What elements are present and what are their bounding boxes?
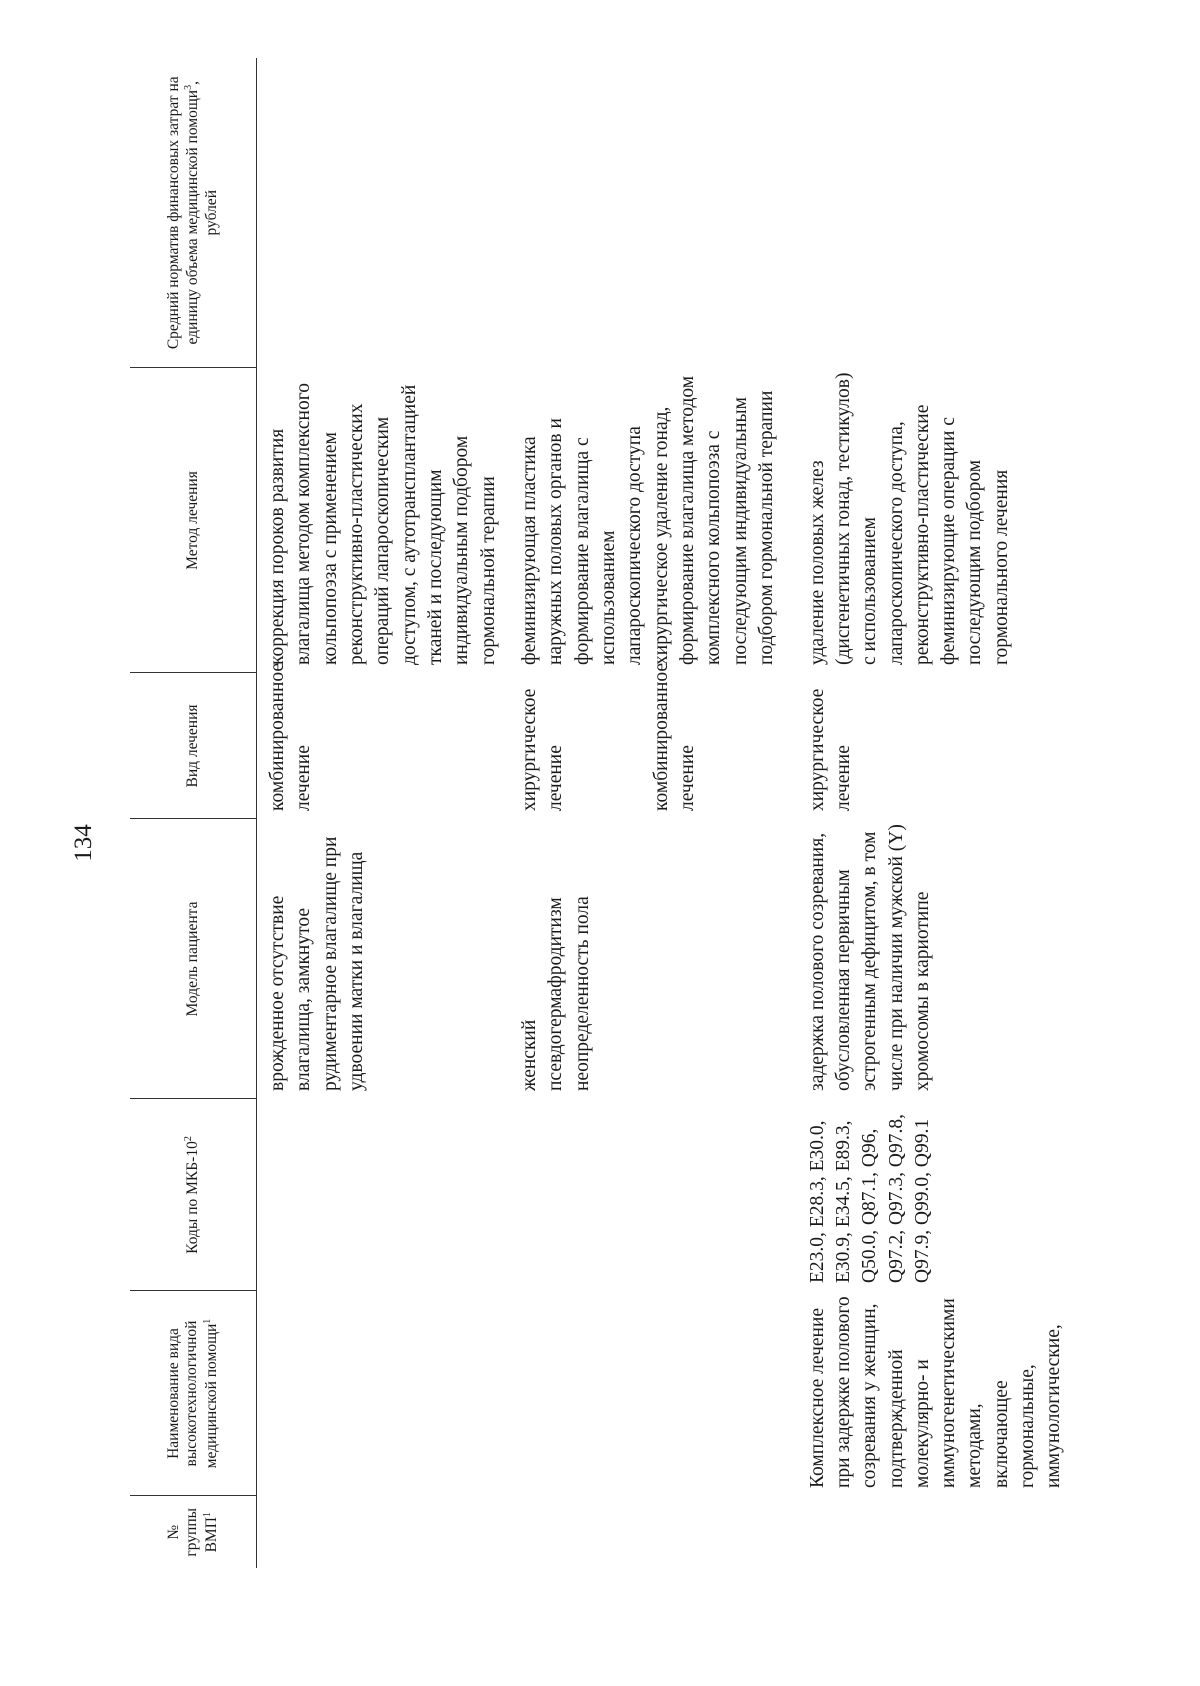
cell-icd-codes: [649, 1099, 805, 1291]
cell-cost: [805, 58, 1068, 368]
cell-icd-codes: [265, 1099, 517, 1291]
cell-patient-model: врожденное отсутствие влагалища, замкнутое рудиментарное влагалище при удвоении матки и влагалища: [267, 836, 367, 1091]
cell-treatment-type: комбинированное лечение: [267, 662, 315, 811]
cell-treatment-type: комбинированное лечение: [650, 662, 698, 811]
cell-patient-model: задержка полового созревания, обусловленная первичным эстрогенным дефицитом, в том числе при наличии мужской (Y) хромосомы в кариотипе: [806, 824, 933, 1091]
header-patient-model: Модель пациента: [130, 819, 257, 1099]
table-row: [517, 58, 649, 1568]
cell-cost: [649, 58, 805, 368]
table-row: [805, 58, 1068, 1568]
cell-icd-codes: [517, 1099, 649, 1291]
cell-group-no: [805, 1496, 1068, 1568]
header-group-no: № группы ВМП$^1$: [130, 1496, 257, 1568]
cell-cost: [265, 58, 517, 368]
header-icd-codes: Коды по МКБ-$10^2$: [130, 1099, 257, 1291]
table-row: [649, 58, 805, 1568]
cell-care-name: Комплексное лечение при задержке полового созревания у женщин, подтвержденной молекулярно- и иммуногенетическими методами, включающее гормональные, иммунологические,: [806, 1296, 1065, 1488]
cell-cost: [517, 58, 649, 368]
cell-care-name: [265, 1291, 517, 1496]
vmp-table: [130, 58, 1068, 1568]
header-cost-norm: Средний норматив финансовых затрат на единицу объема медицинской помощи$^3$, рублей: [130, 58, 257, 368]
cell-treatment-type: хирургическое лечение: [519, 688, 567, 811]
header-treatment-type: Вид лечения: [130, 673, 257, 819]
cell-treatment-method: хирургическое удаление гонад, формирование влагалища методом комплексного кольпопоэза с последующим индивидуальным подбором гормональной терапии: [650, 375, 777, 665]
page-number: 134: [70, 824, 97, 862]
cell-patient-model: женский псевдогермафродитизм неопределенность пола: [519, 896, 593, 1091]
header-treatment-method: Метод лечения: [130, 368, 257, 673]
header-care-name: Наименование вида высокотехнологичной медицинской помощи$^1$: [130, 1291, 257, 1496]
cell-treatment-method: коррекция пороков развития влагалища методом комплексного кольпопоэза с применением реконструктивно-пластических операций лапароскопическим доступом, с аутотрансплантацией тканей и последующим индивидуальным подбором гормональной терапии: [267, 383, 499, 665]
cell-patient-model: [649, 819, 805, 1099]
cell-group-no: [265, 1496, 517, 1568]
cell-icd-codes: E23.0, E28.3, E30.0, E30.9, E34.5, E89.3, Q50.0, Q87.1, Q96, Q97.2, Q97.3, Q97.8, Q97.9, Q99.0, Q99.1: [806, 1114, 933, 1283]
cell-care-name: [517, 1291, 649, 1496]
table-row: [265, 58, 517, 1568]
cell-treatment-type: хирургическое лечение: [806, 688, 854, 811]
cell-treatment-method: удаление половых желез (дисгенетичных гонад, тестикулов) с использованием лапароскопического доступа, реконструктивно-пластические феминизирующие операции с последующим подбором гормонального лечения: [806, 372, 1012, 665]
table-header-row: [130, 58, 257, 1568]
cell-treatment-method: феминизирующая пластика наружных половых органов и формирование влагалища с использованием лапароскопического доступа: [519, 418, 646, 665]
cell-group-no: [649, 1496, 805, 1568]
cell-care-name: [649, 1291, 805, 1496]
cell-group-no: [517, 1496, 649, 1568]
